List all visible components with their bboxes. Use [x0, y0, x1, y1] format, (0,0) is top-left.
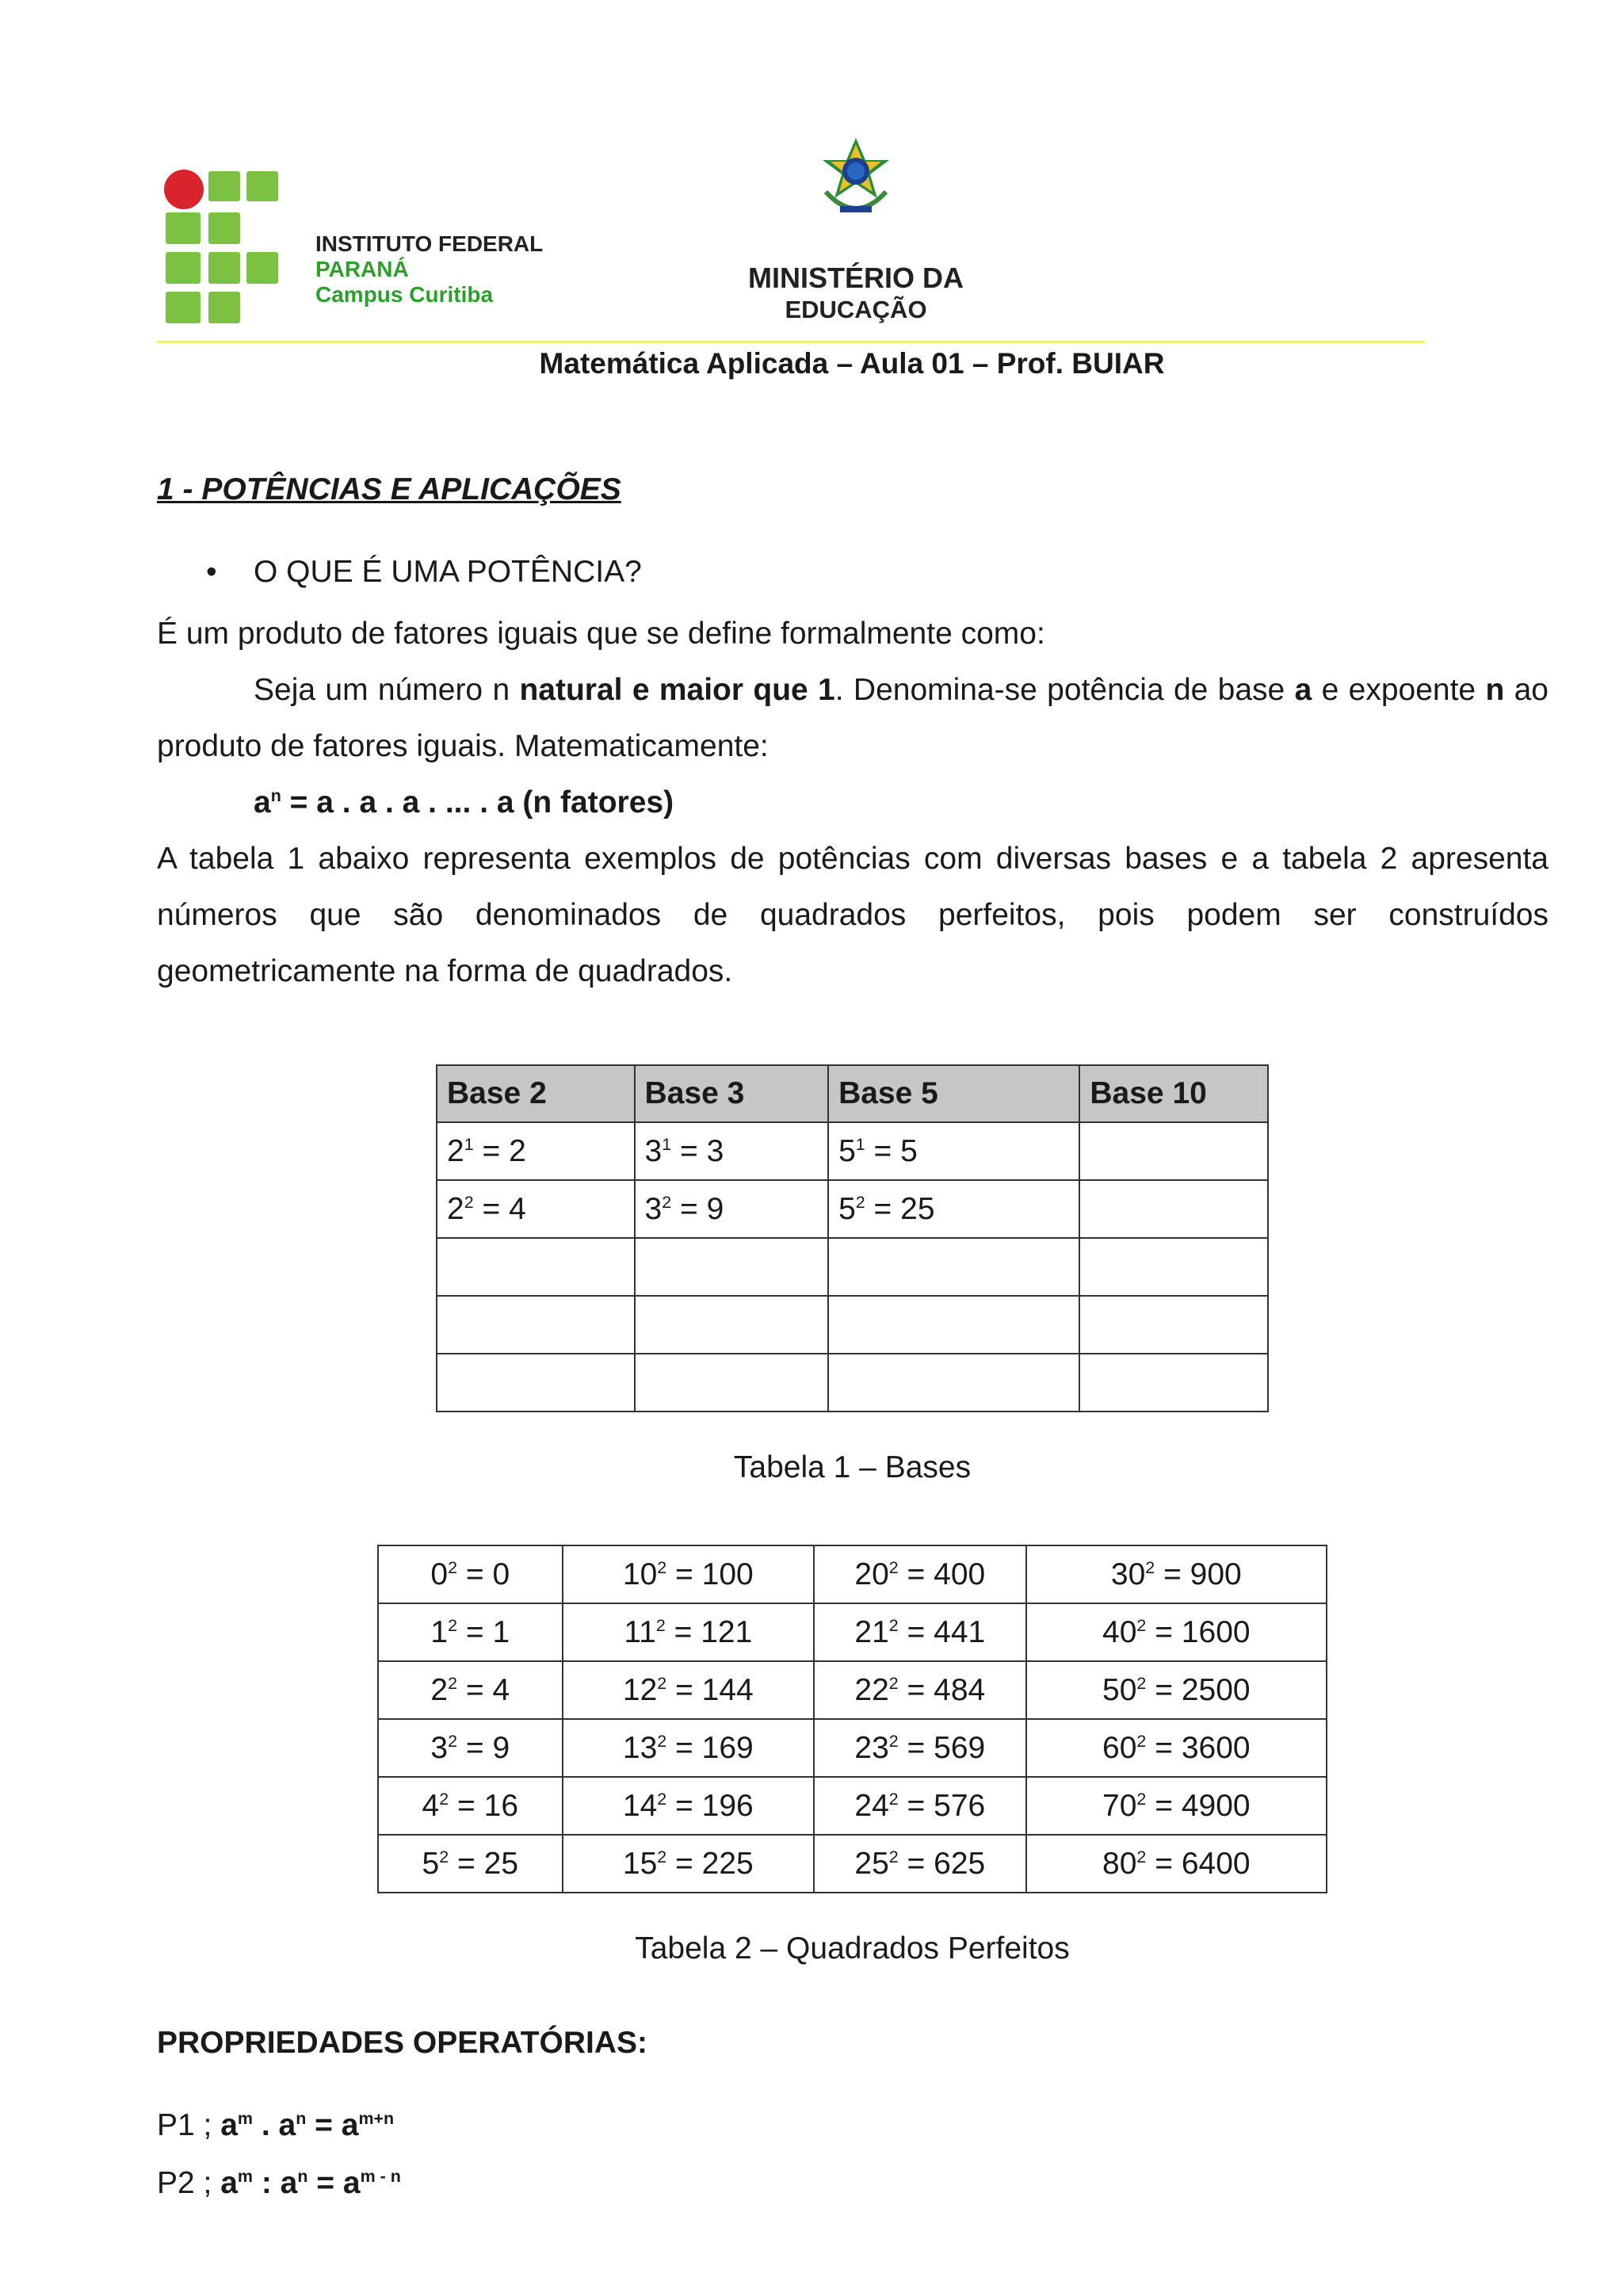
power-result: 9: [706, 1191, 724, 1226]
power-result: 569: [934, 1730, 986, 1765]
institute-line2: PARANÁ: [315, 257, 409, 281]
institute-line1: INSTITUTO FEDERAL: [315, 231, 544, 256]
power-exponent: 2: [657, 1847, 667, 1866]
table-row: [378, 1661, 1327, 1719]
tables-description: A tabela 1 abaixo representa exemplos de potências com diversas bases e a tabela 2 apresenta números que são denominados de quadrados perfeitos, pois podem ser construídos geometricamente na forma de quadrados.: [157, 842, 1549, 988]
header-divider: [157, 341, 1425, 343]
power-base: 3: [430, 1730, 449, 1765]
table-cell: [437, 1296, 635, 1354]
power-result: 1600: [1181, 1614, 1251, 1649]
table1-caption: Tabela 1 – Bases: [733, 1450, 972, 1484]
power-exponent: 2: [448, 1673, 458, 1693]
table-cell: [1026, 1603, 1327, 1661]
formula-base: a: [254, 785, 271, 819]
power-exponent: 2: [655, 1615, 666, 1635]
power-exponent: 2: [657, 1673, 667, 1693]
power-base: 60: [1102, 1730, 1137, 1765]
def-part5: ao produto de fatores iguais. Matematicamente:: [157, 673, 1549, 763]
power-result: 100: [701, 1557, 754, 1591]
equals-sign: =: [898, 1672, 934, 1707]
power-base: 20: [854, 1557, 889, 1591]
table-cell: [1079, 1238, 1268, 1296]
property-exponent: n: [296, 2109, 307, 2128]
power-exponent: 2: [1136, 1673, 1147, 1693]
equals-sign: =: [666, 1557, 702, 1591]
power-exponent: 2: [888, 1615, 899, 1635]
table-row: [437, 1238, 1268, 1296]
equals-sign: =: [449, 1788, 484, 1823]
table-cell: [378, 1835, 563, 1893]
equals-sign: =: [865, 1133, 901, 1168]
equals-sign: =: [1146, 1730, 1182, 1765]
ministry-line2: EDUCAÇÃO: [785, 296, 927, 323]
table-cell: [1026, 1545, 1327, 1603]
power-base: 15: [622, 1846, 658, 1881]
equals-sign: =: [1146, 1672, 1182, 1707]
power-exponent: 1: [662, 1134, 672, 1154]
equals-sign: =: [1146, 1788, 1182, 1823]
equals-sign: =: [898, 1846, 934, 1881]
table-row: [437, 1180, 1268, 1238]
power-exponent: 2: [439, 1847, 449, 1866]
power-base: 25: [854, 1846, 889, 1881]
power-exponent: 2: [888, 1673, 899, 1693]
table-cell: [814, 1661, 1026, 1719]
equals-sign: =: [898, 1788, 934, 1823]
table-cell: [635, 1122, 829, 1180]
table-cell: [563, 1545, 814, 1603]
power-result: 3600: [1181, 1730, 1251, 1765]
table2-caption: Tabela 2 – Quadrados Perfeitos: [635, 1931, 1070, 1966]
definition-intro: É um produto de fatores iguais que se define formalmente como:: [157, 617, 1045, 651]
power-base: 14: [622, 1788, 658, 1823]
table-cell: [828, 1354, 1079, 1412]
table-row: [437, 1296, 1268, 1354]
power-base: 23: [854, 1730, 889, 1765]
power-exponent: 2: [662, 1192, 672, 1212]
power-result: 169: [701, 1730, 754, 1765]
property-exponent: m: [237, 2167, 253, 2186]
header-cell: Base 3: [635, 1065, 829, 1122]
table-row: [378, 1835, 1327, 1893]
equals-sign: =: [898, 1730, 934, 1765]
equals-sign: =: [473, 1191, 510, 1226]
table-cell: [635, 1238, 829, 1296]
table-cell: [378, 1661, 563, 1719]
table-cell: [1026, 1661, 1327, 1719]
power-result: 144: [701, 1672, 754, 1707]
power-result: 576: [934, 1788, 986, 1823]
table-cell: [437, 1354, 635, 1412]
equals-sign: =: [457, 1614, 493, 1649]
table-header-row: [437, 1065, 1268, 1122]
equals-sign: =: [1146, 1846, 1182, 1881]
table-cell: [814, 1835, 1026, 1893]
power-formula: [254, 774, 1522, 831]
power-result: 0: [492, 1557, 510, 1591]
power-exponent: 2: [1136, 1847, 1147, 1866]
power-base: 30: [1110, 1557, 1146, 1591]
power-result: 400: [934, 1557, 986, 1591]
table-row: [378, 1719, 1327, 1777]
power-base: 50: [1102, 1672, 1137, 1707]
equals-sign: =: [665, 1614, 701, 1649]
table-perfect-squares: [377, 1545, 1327, 1893]
power-base: 13: [622, 1730, 658, 1765]
table-cell: [378, 1603, 563, 1661]
table-row: [437, 1122, 1268, 1180]
equals-sign: =: [449, 1846, 484, 1881]
property-operation: . a: [252, 2108, 296, 2142]
power-base: 5: [422, 1846, 440, 1881]
power-exponent: 2: [855, 1192, 865, 1212]
ministry-line1: MINISTÉRIO DA: [747, 262, 964, 294]
table-cell: [828, 1122, 1079, 1180]
table-cell: [378, 1545, 563, 1603]
power-exponent: 2: [448, 1615, 458, 1635]
table-cell: [814, 1545, 1026, 1603]
table-cell: [563, 1719, 814, 1777]
def-n: n: [1485, 673, 1505, 707]
def-part4: e expoente: [1312, 673, 1476, 707]
table-cell: [1079, 1354, 1268, 1412]
power-result: 121: [701, 1614, 753, 1649]
table-cell: [378, 1777, 563, 1835]
table-cell: [378, 1719, 563, 1777]
power-exponent: 2: [464, 1192, 474, 1212]
bullet-dot-icon: •: [206, 555, 217, 589]
table-row: [437, 1354, 1268, 1412]
institute-logo: [162, 168, 281, 325]
def-natural: natural e maior que 1: [519, 673, 835, 707]
definition-paragraph: [157, 662, 1549, 774]
power-result: 2500: [1181, 1672, 1251, 1707]
power-base: 4: [422, 1788, 440, 1823]
table-bases: [436, 1064, 1269, 1412]
power-base: 22: [854, 1672, 889, 1707]
power-result: 900: [1190, 1557, 1242, 1591]
equals-sign: =: [898, 1614, 934, 1649]
property-exponent: m: [237, 2109, 253, 2128]
equals-sign: =: [457, 1672, 493, 1707]
table-cell: [563, 1835, 814, 1893]
power-exponent: 2: [1136, 1615, 1147, 1635]
table-cell: [437, 1122, 635, 1180]
def-part1: Seja um número n: [254, 673, 520, 707]
power-base: 70: [1102, 1788, 1137, 1823]
table-cell: [828, 1296, 1079, 1354]
power-base: 5: [838, 1191, 856, 1226]
power-result: 9: [492, 1730, 510, 1765]
power-base: 3: [644, 1191, 663, 1226]
property-base: a: [220, 2108, 238, 2142]
property-item: [157, 2166, 401, 2201]
equals-sign: =: [666, 1788, 702, 1823]
power-base: 2: [447, 1133, 464, 1168]
formula-expansion: = a . a . a . ... . a (n fatores): [281, 785, 674, 819]
properties-title: PROPRIEDADES OPERATÓRIAS:: [157, 2026, 648, 2060]
property-label: P1 ;: [157, 2108, 221, 2142]
power-exponent: 2: [439, 1789, 449, 1809]
ministry-name: [666, 262, 1046, 325]
def-part3: . Denomina-se potência de base: [834, 673, 1295, 707]
power-exponent: 2: [888, 1847, 899, 1866]
course-subject: Matemática Aplicada – Aula 01 – Prof. BUIAR: [539, 347, 1165, 380]
table-row: [378, 1603, 1327, 1661]
def-base: a: [1294, 673, 1312, 707]
power-base: 3: [644, 1133, 663, 1168]
table-cell: [1079, 1296, 1268, 1354]
property-result-exponent: m - n: [360, 2167, 401, 2186]
power-result: 441: [934, 1614, 986, 1649]
property-equals: = a: [306, 2108, 359, 2142]
table-cell: [814, 1719, 1026, 1777]
header-cell: Base 2: [437, 1065, 635, 1122]
power-result: 16: [483, 1788, 519, 1823]
table-cell: [1079, 1180, 1268, 1238]
power-base: 10: [622, 1557, 658, 1591]
header-cell: Base 5: [828, 1065, 1079, 1122]
power-result: 25: [483, 1846, 519, 1881]
power-result: 484: [934, 1672, 986, 1707]
power-base: 2: [430, 1672, 449, 1707]
power-exponent: 2: [888, 1731, 899, 1751]
table-cell: [563, 1603, 814, 1661]
power-result: 3: [706, 1133, 724, 1168]
bullet-text: O QUE É UMA POTÊNCIA?: [254, 555, 642, 589]
table-cell: [1026, 1719, 1327, 1777]
equals-sign: =: [671, 1133, 707, 1168]
table-cell: [1079, 1122, 1268, 1180]
power-result: 4: [509, 1191, 526, 1226]
table-row: [378, 1545, 1327, 1603]
power-exponent: 1: [464, 1134, 474, 1154]
power-base: 12: [622, 1672, 658, 1707]
property-base: a: [220, 2166, 238, 2200]
power-exponent: 2: [657, 1557, 667, 1577]
table-cell: [563, 1777, 814, 1835]
power-result: 4900: [1181, 1788, 1251, 1823]
equals-sign: =: [457, 1557, 493, 1591]
power-exponent: 2: [448, 1557, 458, 1577]
equals-sign: =: [666, 1672, 702, 1707]
property-operation: : a: [252, 2166, 298, 2200]
equals-sign: =: [865, 1191, 901, 1226]
table-cell: [437, 1238, 635, 1296]
power-result: 225: [701, 1846, 754, 1881]
power-result: 5: [900, 1133, 918, 1168]
power-base: 1: [430, 1614, 449, 1649]
property-label: P2 ;: [157, 2166, 221, 2200]
power-result: 625: [934, 1846, 986, 1881]
power-exponent: 2: [448, 1731, 458, 1751]
table-cell: [1026, 1835, 1327, 1893]
power-base: 0: [430, 1557, 449, 1591]
power-base: 40: [1102, 1614, 1137, 1649]
power-base: 2: [447, 1191, 464, 1226]
power-result: 6400: [1181, 1846, 1251, 1881]
power-result: 25: [900, 1191, 935, 1226]
power-result: 2: [509, 1133, 526, 1168]
institute-line3: Campus Curitiba: [315, 282, 494, 307]
property-equals: = a: [307, 2166, 361, 2200]
power-exponent: 2: [888, 1789, 899, 1809]
power-exponent: 2: [657, 1789, 667, 1809]
property-result-exponent: m+n: [358, 2109, 395, 2128]
national-coat-of-arms-icon: [816, 136, 896, 227]
power-exponent: 2: [657, 1731, 667, 1751]
power-exponent: 2: [1136, 1731, 1147, 1751]
equals-sign: =: [666, 1846, 702, 1881]
table-cell: [563, 1661, 814, 1719]
equals-sign: =: [671, 1191, 707, 1226]
power-result: 196: [701, 1788, 754, 1823]
equals-sign: =: [1146, 1614, 1182, 1649]
table-cell: [814, 1777, 1026, 1835]
formula-exponent: n: [270, 786, 281, 805]
power-exponent: 2: [1145, 1557, 1155, 1577]
power-base: 24: [854, 1788, 889, 1823]
table-cell: [635, 1354, 829, 1412]
table-cell: [828, 1180, 1079, 1238]
equals-sign: =: [473, 1133, 510, 1168]
header-cell: Base 10: [1079, 1065, 1268, 1122]
table-row: [378, 1777, 1327, 1835]
table-cell: [814, 1603, 1026, 1661]
table-cell: [635, 1296, 829, 1354]
power-base: 21: [854, 1614, 889, 1649]
power-exponent: 1: [855, 1134, 865, 1154]
table-cell: [1026, 1777, 1327, 1835]
power-exponent: 2: [1136, 1789, 1147, 1809]
table-cell: [437, 1180, 635, 1238]
power-base: 11: [624, 1614, 656, 1649]
power-base: 80: [1102, 1846, 1137, 1881]
equals-sign: =: [1155, 1557, 1190, 1591]
equals-sign: =: [898, 1557, 934, 1591]
power-result: 4: [492, 1672, 510, 1707]
section-title: 1 - POTÊNCIAS E APLICAÇÕES: [157, 472, 621, 506]
property-item: [157, 2108, 394, 2143]
table-cell: [635, 1180, 829, 1238]
power-exponent: 2: [888, 1557, 899, 1577]
property-exponent: n: [297, 2167, 308, 2186]
equals-sign: =: [457, 1730, 493, 1765]
power-base: 5: [838, 1133, 856, 1168]
power-result: 1: [492, 1614, 510, 1649]
equals-sign: =: [666, 1730, 702, 1765]
table-cell: [828, 1238, 1079, 1296]
institute-name: [315, 231, 543, 308]
